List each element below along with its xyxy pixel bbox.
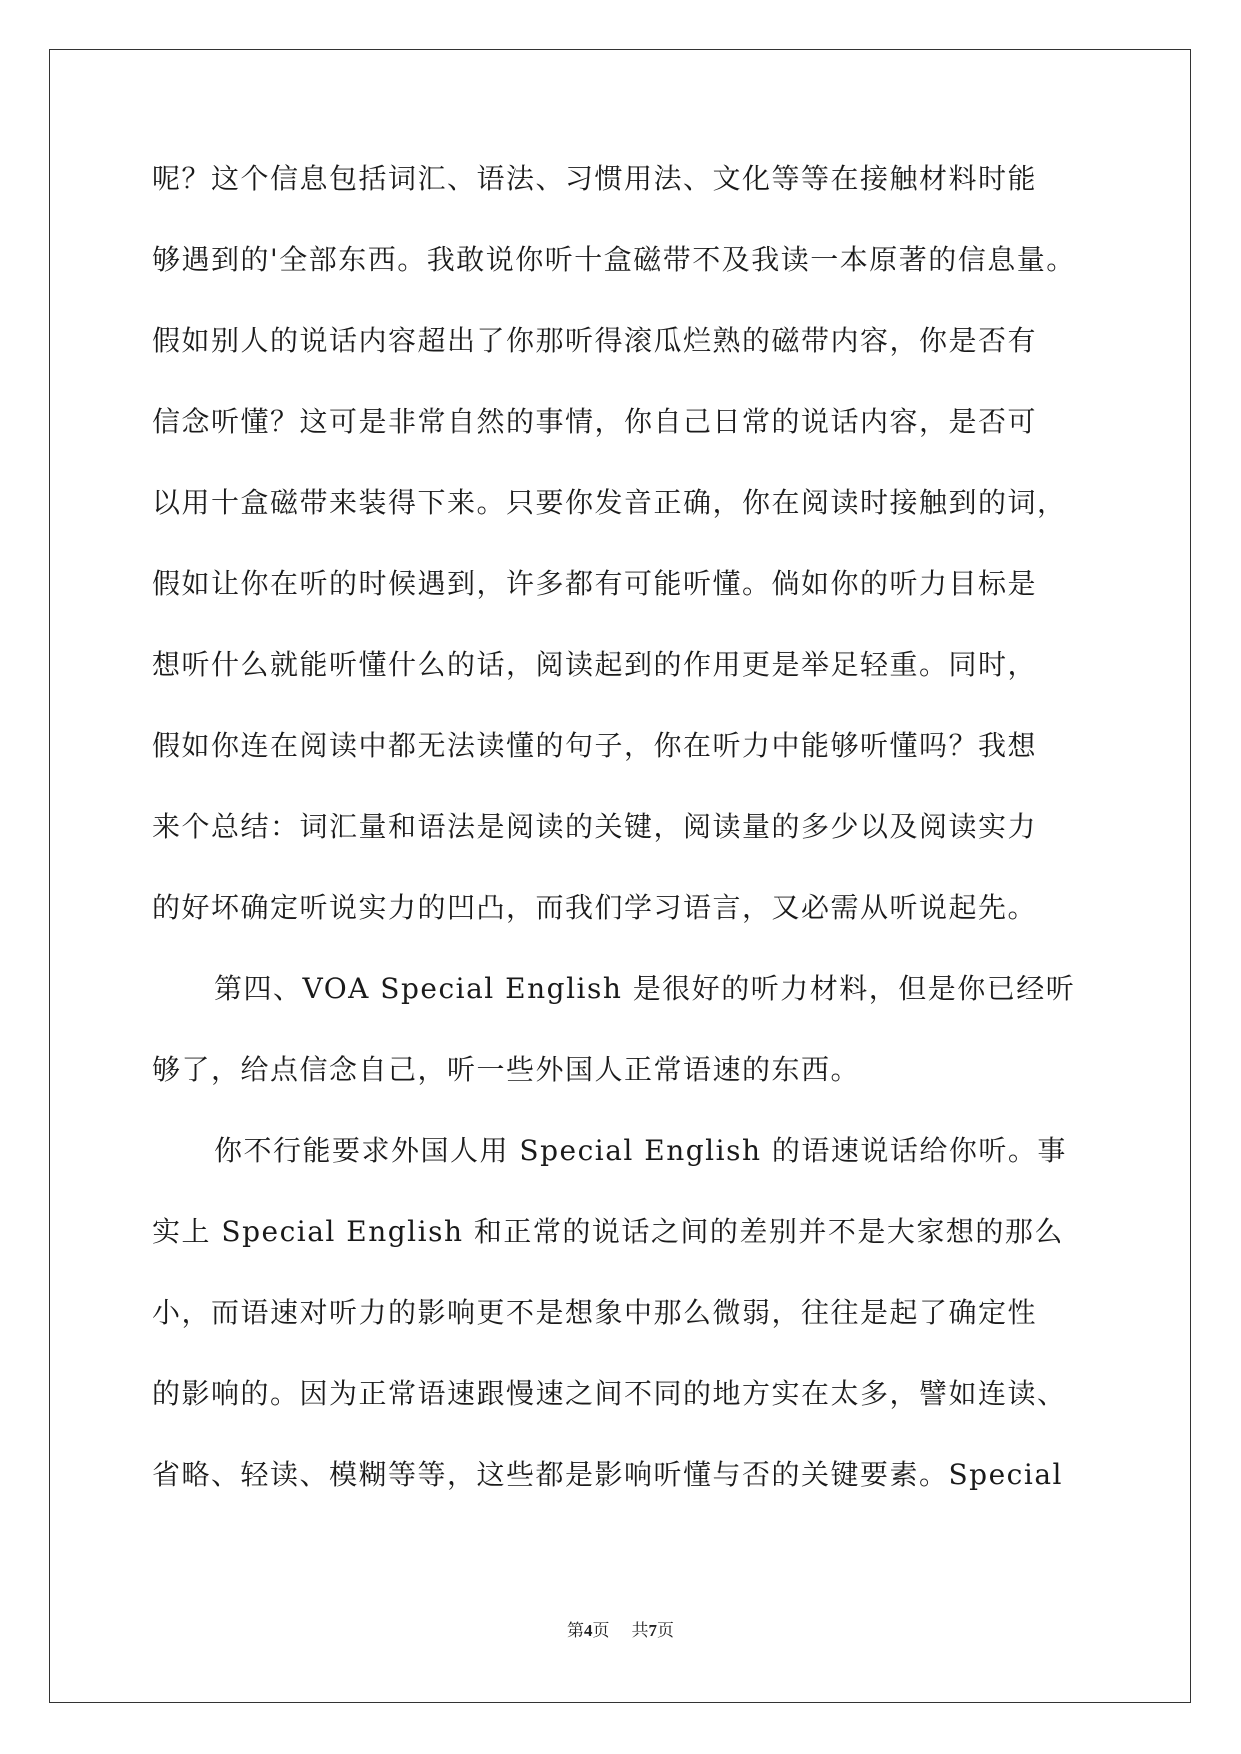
document-body (152, 164, 1092, 1541)
text-line-10: 的好坏确定听说实力的凹凸，而我们学习语言，又必需从听说起先。 (152, 891, 1038, 924)
text-line-17: 省略、轻读、模糊等等，这些都是影响听懂与否的关键要素。Special (152, 1458, 1063, 1491)
text-line-9: 来个总结：词汇量和语法是阅读的关键，阅读量的多少以及阅读实力 (152, 810, 1038, 843)
page-suffix: 页 (592, 1621, 610, 1640)
total-pages-label (632, 1621, 675, 1640)
text-line-2: 够遇到的'全部东西。我敢说你听十盒磁带不及我读一本原著的信息量。 (152, 243, 1076, 276)
text-line-14: 实上 Special English 和正常的说话之间的差别并不是大家想的那么 (152, 1215, 1064, 1248)
text-line-7: 想听什么就能听懂什么的话，阅读起到的作用更是举足轻重。同时， (152, 648, 1038, 681)
text-line-3: 假如别人的说话内容超出了你那听得滚瓜烂熟的磁带内容，你是否有 (152, 324, 1038, 357)
page-footer (0, 1616, 1241, 1641)
paragraph-start-line-11: 第四、VOA Special English 是很好的听力材料，但是你已经听 (214, 972, 1076, 1005)
total-prefix: 共 (631, 1621, 649, 1640)
total-pages-number: 7 (648, 1621, 657, 1640)
paragraph-start-line-13: 你不行能要求外国人用 Special English 的语速说话给你听。事 (214, 1134, 1067, 1167)
text-line-16: 的影响的。因为正常语速跟慢速之间不同的地方实在太多，譬如连读、 (152, 1377, 1067, 1410)
page-prefix: 第 (567, 1621, 584, 1640)
page-number-label (567, 1621, 610, 1640)
text-line-5: 以用十盒磁带来装得下来。只要你发音正确，你在阅读时接触到的词， (152, 486, 1067, 519)
text-line-15: 小，而语速对听力的影响更不是想象中那么微弱，往往是起了确定性 (152, 1296, 1038, 1329)
text-line-4: 信念听懂？这可是非常自然的事情，你自己日常的说话内容，是否可 (152, 405, 1038, 438)
total-suffix: 页 (657, 1621, 674, 1640)
current-page-number: 4 (584, 1621, 593, 1640)
text-line-6: 假如让你在听的时候遇到，许多都有可能听懂。倘如你的听力目标是 (152, 567, 1038, 600)
text-line-12: 够了，给点信念自己，听一些外国人正常语速的东西。 (152, 1053, 861, 1086)
text-line-1: 呢？这个信息包括词汇、语法、习惯用法、文化等等在接触材料时能 (152, 162, 1038, 195)
text-line-8: 假如你连在阅读中都无法读懂的句子，你在听力中能够听懂吗？我想 (152, 729, 1038, 762)
